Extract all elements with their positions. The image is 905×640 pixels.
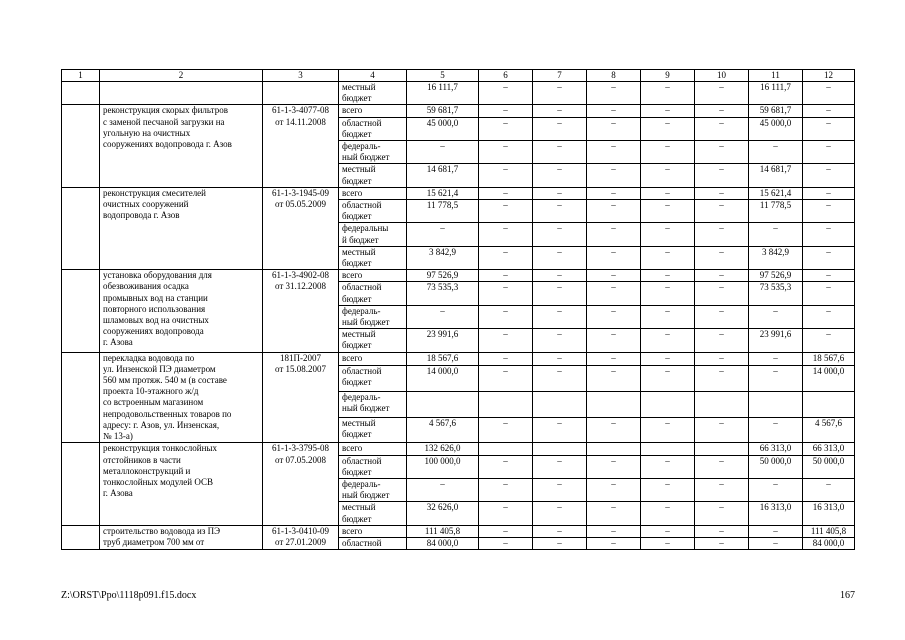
year-amount: 97 526,9 (749, 270, 803, 282)
column-number: 7 (533, 70, 587, 82)
year-amount: – (533, 105, 587, 117)
year-amount: – (587, 223, 641, 246)
year-amount: 50 000,0 (749, 455, 803, 478)
year-amount: – (587, 455, 641, 478)
total-amount: 111 405,8 (407, 525, 479, 537)
year-amount: – (587, 478, 641, 501)
funding-source: всего (339, 352, 407, 365)
footer-file-path: Z:\ORST\Ppo\1118p091.f15.docx (61, 590, 197, 601)
year-amount: – (641, 141, 695, 164)
funding-source: местный бюджет (339, 82, 407, 105)
year-amount: – (479, 282, 533, 305)
project-code: 181П-2007 от 15.08.2007 (263, 352, 339, 443)
year-amount: – (695, 417, 749, 443)
funding-source: областной бюджет (339, 117, 407, 140)
year-amount: – (695, 282, 749, 305)
table-row (62, 352, 855, 365)
year-amount: – (641, 478, 695, 501)
year-amount: 16 313,0 (803, 502, 855, 525)
row-number-cell (62, 443, 100, 525)
year-amount: – (695, 270, 749, 282)
total-amount: – (407, 478, 479, 501)
year-amount: – (587, 105, 641, 117)
project-code (263, 82, 339, 105)
year-amount: – (695, 525, 749, 537)
year-amount: 3 842,9 (749, 246, 803, 269)
year-amount: 11 778,5 (749, 200, 803, 223)
funding-source: местный бюджет (339, 329, 407, 352)
row-number-cell (62, 105, 100, 187)
footer-page-number: 167 (840, 590, 855, 601)
year-amount: 16 111,7 (749, 82, 803, 105)
year-amount: – (803, 329, 855, 352)
year-amount: – (695, 352, 749, 365)
year-amount: – (749, 417, 803, 443)
funding-source: всего (339, 105, 407, 117)
year-amount (695, 391, 749, 417)
year-amount: – (533, 187, 587, 199)
column-number: 10 (695, 70, 749, 82)
year-amount: – (533, 525, 587, 537)
funding-source: областной бюджет (339, 366, 407, 392)
year-amount: 18 567,6 (803, 352, 855, 365)
project-name: реконструкция скорых фильтров с заменой песчаной загрузки на угольную на очистных сооружениях водопровода г. Азов (100, 105, 263, 187)
row-number-cell (62, 270, 100, 352)
year-amount: 66 313,0 (749, 443, 803, 455)
total-amount: 73 535,3 (407, 282, 479, 305)
year-amount: – (695, 82, 749, 105)
year-amount (641, 443, 695, 455)
total-amount: 18 567,6 (407, 352, 479, 365)
column-number: 3 (263, 70, 339, 82)
year-amount: – (533, 223, 587, 246)
year-amount: – (479, 537, 533, 549)
year-amount: – (641, 305, 695, 328)
year-amount: – (641, 164, 695, 187)
year-amount: 66 313,0 (803, 443, 855, 455)
year-amount: – (479, 223, 533, 246)
row-number-cell (62, 352, 100, 443)
project-code: 61-1-3-3795-08 от 07.05.2008 (263, 443, 339, 525)
funding-source: федеральны й бюджет (339, 223, 407, 246)
funding-source: областной (339, 537, 407, 549)
total-amount: 45 000,0 (407, 117, 479, 140)
year-amount: – (641, 223, 695, 246)
project-code: 61-1-3-4077-08 от 14.11.2008 (263, 105, 339, 187)
table-row (62, 105, 855, 117)
year-amount: – (587, 141, 641, 164)
year-amount: – (641, 270, 695, 282)
year-amount: – (641, 282, 695, 305)
year-amount: – (695, 455, 749, 478)
project-name (100, 82, 263, 105)
year-amount: – (749, 525, 803, 537)
year-amount: – (587, 305, 641, 328)
year-amount: – (533, 366, 587, 392)
year-amount: – (479, 366, 533, 392)
column-number: 6 (479, 70, 533, 82)
table-row (62, 82, 855, 105)
funding-source: областной бюджет (339, 200, 407, 223)
column-number: 4 (339, 70, 407, 82)
table-row (62, 187, 855, 199)
year-amount: – (695, 164, 749, 187)
year-amount (749, 391, 803, 417)
year-amount: – (803, 164, 855, 187)
year-amount: – (803, 270, 855, 282)
funding-source: всего (339, 525, 407, 537)
year-amount: – (803, 223, 855, 246)
row-number-cell (62, 525, 100, 549)
year-amount: 23 991,6 (749, 329, 803, 352)
year-amount: – (533, 455, 587, 478)
year-amount: – (479, 329, 533, 352)
year-amount: – (641, 82, 695, 105)
year-amount: – (533, 502, 587, 525)
year-amount: 59 681,7 (749, 105, 803, 117)
total-amount: – (407, 223, 479, 246)
project-code: 61-1-3-1945-09 от 05.05.2009 (263, 187, 339, 269)
year-amount: – (587, 417, 641, 443)
year-amount: – (641, 366, 695, 392)
total-amount: 3 842,9 (407, 246, 479, 269)
funding-source: местный бюджет (339, 246, 407, 269)
year-amount: – (695, 305, 749, 328)
year-amount: – (641, 417, 695, 443)
year-amount: – (803, 282, 855, 305)
year-amount: 4 567,6 (803, 417, 855, 443)
year-amount: – (587, 200, 641, 223)
project-name: установка оборудования для обезвоживания осадка промывных вод на станции повторного использования шламовых вод на очистных сооружениях водопровода г. Азова (100, 270, 263, 352)
year-amount: – (587, 164, 641, 187)
project-name: реконструкция смесителей очистных сооружений водопровода г. Азов (100, 187, 263, 269)
year-amount: – (587, 187, 641, 199)
funding-source: федераль- ный бюджет (339, 141, 407, 164)
year-amount: – (641, 329, 695, 352)
year-amount: – (533, 417, 587, 443)
year-amount: – (479, 455, 533, 478)
year-amount: – (695, 246, 749, 269)
total-amount: 100 000,0 (407, 455, 479, 478)
year-amount: – (587, 82, 641, 105)
year-amount: – (587, 329, 641, 352)
year-amount: – (479, 478, 533, 501)
total-amount: 4 567,6 (407, 417, 479, 443)
year-amount: – (479, 502, 533, 525)
total-amount: 14 681,7 (407, 164, 479, 187)
year-amount: – (587, 270, 641, 282)
total-amount: 84 000,0 (407, 537, 479, 549)
year-amount: – (587, 117, 641, 140)
year-amount: – (533, 141, 587, 164)
year-amount: – (479, 270, 533, 282)
year-amount: – (749, 478, 803, 501)
project-code: 61-1-3-4902-08 от 31.12.2008 (263, 270, 339, 352)
total-amount: 97 526,9 (407, 270, 479, 282)
year-amount: – (533, 329, 587, 352)
budget-table (61, 69, 855, 550)
year-amount: – (479, 417, 533, 443)
year-amount: – (479, 105, 533, 117)
year-amount: 16 313,0 (749, 502, 803, 525)
year-amount: – (695, 141, 749, 164)
year-amount: – (749, 366, 803, 392)
funding-source: всего (339, 443, 407, 455)
funding-source: федераль- ный бюджет (339, 391, 407, 417)
year-amount: – (803, 82, 855, 105)
year-amount: – (695, 223, 749, 246)
year-amount: – (695, 187, 749, 199)
year-amount: – (533, 352, 587, 365)
total-amount: 32 626,0 (407, 502, 479, 525)
year-amount: – (533, 270, 587, 282)
year-amount: – (533, 478, 587, 501)
column-number: 2 (100, 70, 263, 82)
year-amount: – (479, 200, 533, 223)
year-amount: – (587, 352, 641, 365)
total-amount: 132 626,0 (407, 443, 479, 455)
total-amount (407, 391, 479, 417)
year-amount: – (803, 117, 855, 140)
year-amount: – (641, 117, 695, 140)
year-amount (533, 443, 587, 455)
year-amount: – (479, 141, 533, 164)
year-amount: – (641, 105, 695, 117)
year-amount: – (695, 329, 749, 352)
year-amount (587, 443, 641, 455)
funding-source: местный бюджет (339, 502, 407, 525)
year-amount: – (641, 352, 695, 365)
year-amount: 73 535,3 (749, 282, 803, 305)
year-amount: – (479, 117, 533, 140)
column-number: 1 (62, 70, 100, 82)
funding-source: местный бюджет (339, 417, 407, 443)
project-name: реконструкция тонкослойных отстойников в части металлоконструкций и тонкослойных модулей ОСВ г. Азова (100, 443, 263, 525)
total-amount: 14 000,0 (407, 366, 479, 392)
year-amount: – (695, 105, 749, 117)
year-amount (641, 391, 695, 417)
funding-source: федераль- ный бюджет (339, 305, 407, 328)
year-amount: – (533, 282, 587, 305)
year-amount (803, 391, 855, 417)
year-amount: – (479, 525, 533, 537)
year-amount: 111 405,8 (803, 525, 855, 537)
column-number: 12 (803, 70, 855, 82)
year-amount: – (533, 246, 587, 269)
year-amount: – (533, 305, 587, 328)
year-amount: – (479, 352, 533, 365)
year-amount: – (641, 455, 695, 478)
year-amount: – (641, 246, 695, 269)
year-amount: – (479, 164, 533, 187)
year-amount: – (695, 502, 749, 525)
year-amount (695, 443, 749, 455)
year-amount: – (803, 246, 855, 269)
year-amount: – (587, 282, 641, 305)
year-amount: 14 681,7 (749, 164, 803, 187)
year-amount: – (803, 305, 855, 328)
total-amount: – (407, 141, 479, 164)
year-amount: – (803, 105, 855, 117)
year-amount: – (641, 525, 695, 537)
total-amount: – (407, 305, 479, 328)
funding-source: областной бюджет (339, 455, 407, 478)
year-amount: – (749, 305, 803, 328)
funding-source: всего (339, 187, 407, 199)
column-number: 11 (749, 70, 803, 82)
year-amount: – (749, 352, 803, 365)
year-amount: – (695, 117, 749, 140)
funding-source: федераль- ный бюджет (339, 478, 407, 501)
year-amount: – (533, 200, 587, 223)
funding-source: областной бюджет (339, 282, 407, 305)
year-amount: – (587, 502, 641, 525)
year-amount: 45 000,0 (749, 117, 803, 140)
total-amount: 59 681,7 (407, 105, 479, 117)
funding-source: местный бюджет (339, 164, 407, 187)
year-amount: – (641, 537, 695, 549)
column-number: 9 (641, 70, 695, 82)
year-amount: – (749, 223, 803, 246)
table-row (62, 270, 855, 282)
year-amount: – (479, 305, 533, 328)
column-number: 5 (407, 70, 479, 82)
total-amount: 16 111,7 (407, 82, 479, 105)
year-amount: – (641, 200, 695, 223)
year-amount: 14 000,0 (803, 366, 855, 392)
year-amount: – (803, 200, 855, 223)
year-amount: – (479, 82, 533, 105)
year-amount: 50 000,0 (803, 455, 855, 478)
year-amount: – (695, 478, 749, 501)
year-amount: – (695, 366, 749, 392)
table-row (62, 443, 855, 455)
project-name: строительство водовода из ПЭ труб диаметром 700 мм от (100, 525, 263, 549)
year-amount: – (533, 117, 587, 140)
year-amount: – (533, 537, 587, 549)
year-amount (587, 391, 641, 417)
project-code: 61-1-3-0410-09 от 27.01.2009 (263, 525, 339, 549)
year-amount: – (749, 537, 803, 549)
year-amount: – (803, 187, 855, 199)
year-amount (479, 443, 533, 455)
header-row (62, 70, 855, 82)
funding-source: всего (339, 270, 407, 282)
year-amount: – (533, 82, 587, 105)
year-amount: – (749, 141, 803, 164)
year-amount: – (587, 525, 641, 537)
column-number: 8 (587, 70, 641, 82)
year-amount (479, 391, 533, 417)
year-amount: 84 000,0 (803, 537, 855, 549)
year-amount: – (803, 478, 855, 501)
year-amount: – (479, 246, 533, 269)
project-name: перекладка водовода по ул. Инзенской ПЭ диаметром 560 мм протяж. 540 м (в составе проекта 10-этажного ж/д со встроенным магазином непродовольственных товаров по адресу: г. Азов, ул. Инзенская, № 13-а) (100, 352, 263, 443)
year-amount: – (641, 187, 695, 199)
row-number-cell (62, 187, 100, 269)
year-amount: – (587, 246, 641, 269)
year-amount: – (587, 537, 641, 549)
year-amount: 15 621,4 (749, 187, 803, 199)
year-amount: – (533, 164, 587, 187)
year-amount: – (695, 537, 749, 549)
year-amount: – (587, 366, 641, 392)
table-row (62, 525, 855, 537)
year-amount: – (803, 141, 855, 164)
total-amount: 23 991,6 (407, 329, 479, 352)
year-amount: – (695, 200, 749, 223)
row-number-cell (62, 82, 100, 105)
year-amount: – (641, 502, 695, 525)
year-amount: – (479, 187, 533, 199)
total-amount: 15 621,4 (407, 187, 479, 199)
year-amount (533, 391, 587, 417)
total-amount: 11 778,5 (407, 200, 479, 223)
